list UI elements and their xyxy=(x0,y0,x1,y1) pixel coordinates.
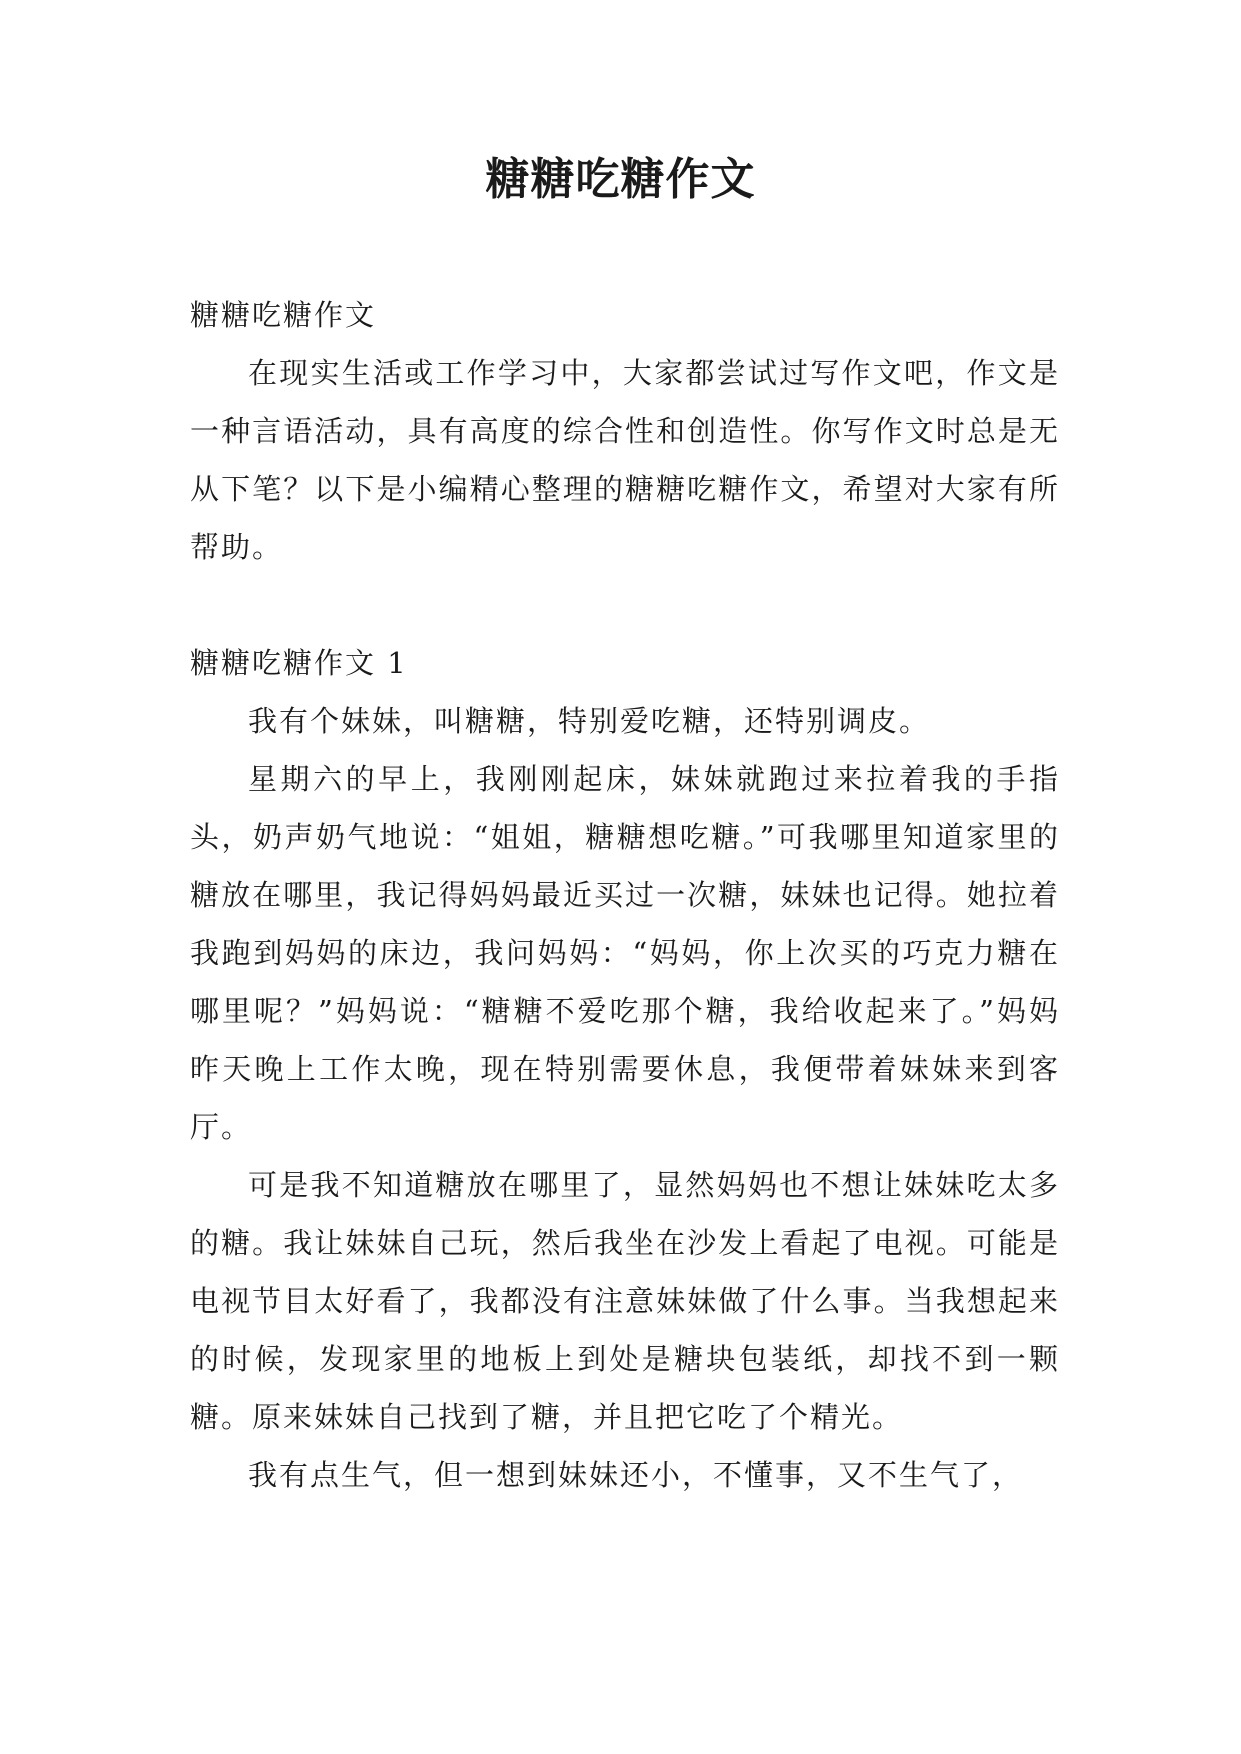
intro-heading: 糖糖吃糖作文 xyxy=(190,298,377,332)
section1-heading: 糖糖吃糖作文 1 xyxy=(190,646,408,680)
document-body xyxy=(190,286,1060,1504)
section1-paragraph-2: 星期六的早上，我刚刚起床，妹妹就跑过来拉着我的手指头，奶声奶气地说：“姐姐，糖糖想吃糖。”可我哪里知道家里的糖放在哪里，我记得妈妈最近买过一次糖，妹妹也记得。她拉着我跑到妈妈的床边，我问妈妈：“妈妈，你上次买的巧克力糖在哪里呢？”妈妈说：“糖糖不爱吃那个糖，我给收起来了。”妈妈昨天晚上工作太晚，现在特别需要休息，我便带着妹妹来到客厅。 xyxy=(190,762,1060,1144)
section1-paragraph-4: 我有点生气，但一想到妹妹还小，不懂事，又不生气了， xyxy=(248,1458,1024,1492)
section1-paragraph-1: 我有个妹妹，叫糖糖，特别爱吃糖，还特别调皮。 xyxy=(248,704,931,738)
section-spacer xyxy=(190,576,1060,634)
document-title: 糖糖吃糖作文 xyxy=(485,154,756,205)
section1-paragraph-3: 可是我不知道糖放在哪里了，显然妈妈也不想让妹妹吃太多的糖。我让妹妹自己玩，然后我坐在沙发上看起了电视。可能是电视节目太好看了，我都没有注意妹妹做了什么事。当我想起来的时候，发现家里的地板上到处是糖块包装纸，却找不到一颗糖。原来妹妹自己找到了糖，并且把它吃了个精光。 xyxy=(190,1168,1060,1434)
intro-paragraph: 在现实生活或工作学习中，大家都尝试过写作文吧，作文是一种言语活动，具有高度的综合性和创造性。你写作文时总是无从下笔？以下是小编精心整理的糖糖吃糖作文，希望对大家有所帮助。 xyxy=(190,356,1060,564)
